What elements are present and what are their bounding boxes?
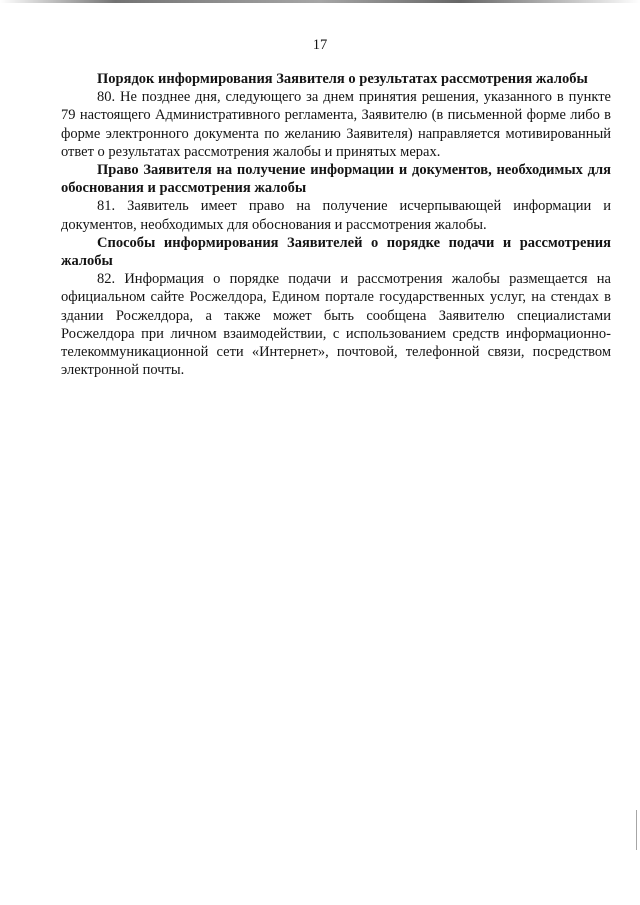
- document-body: [61, 70, 611, 379]
- paragraph-81: 81. Заявитель имеет право на получение исчерпывающей информации и документов, необходимых для обоснования и рассмотрения жалобы.: [61, 198, 611, 233]
- scan-top-edge: [0, 0, 640, 3]
- scan-edge-mark: [636, 810, 637, 850]
- paragraph-82: 82. Информация о порядке подачи и рассмотрения жалобы размещается на официальном сайте Росжелдора, Едином портале государственных услуг, на стендах в здании Росжелдора, а также может быть сообщена Заявителю специалистами Росжелдора при личном взаимодействии, с использованием средств информационно-телекоммуникационной сети «Интернет», почтовой, телефонной связи, посредством электронной почты.: [61, 271, 611, 379]
- page-number: 17: [312, 37, 328, 53]
- section-heading-complaint-result-notification: Порядок информирования Заявителя о результатах рассмотрения жалобы: [97, 71, 588, 87]
- paragraph-80: 80. Не позднее дня, следующего за днем принятия решения, указанного в пункте 79 настоящего Административного регламента, Заявителю (в письменной форме либо в форме электронного документа по желанию Заявителя) направляется мотивированный ответ о результатах рассмотрения жалобы и принятых мерах.: [61, 89, 611, 160]
- section-heading-applicant-right-to-information: Право Заявителя на получение информации и документов, необходимых для обоснования и рассмотрения жалобы: [61, 162, 611, 197]
- section-heading-complaint-procedure-information: Способы информирования Заявителей о порядке подачи и рассмотрения жалобы: [61, 234, 611, 270]
